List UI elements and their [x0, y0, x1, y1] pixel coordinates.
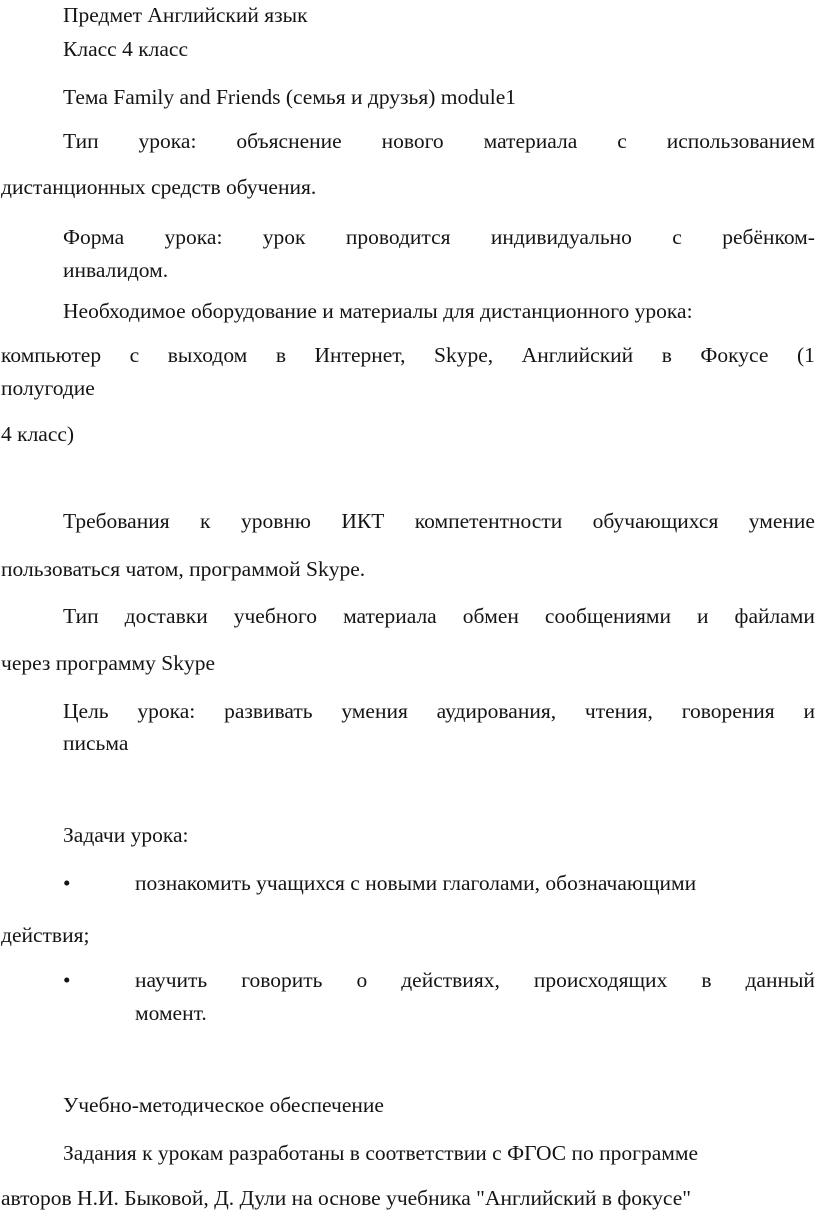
word: данный: [745, 968, 815, 992]
word: выходом: [167, 343, 248, 367]
word: с: [129, 343, 140, 367]
word: с: [617, 129, 627, 153]
word: говорения: [681, 699, 775, 723]
word: доставки: [124, 604, 208, 628]
goal-line-1: [63, 698, 815, 724]
word: говорить: [241, 968, 323, 992]
bullet-icon: •: [63, 871, 71, 895]
word: урока:: [138, 129, 197, 153]
word: аудирования,: [436, 699, 557, 723]
delivery-line-1: [63, 603, 815, 629]
lesson-type-line-1: [63, 128, 815, 154]
word: обмен: [462, 604, 519, 628]
task-1-line-1: познакомить учащихся с новыми глаголами, обозначающими: [135, 871, 697, 895]
task-2-line-2: момент.: [135, 1001, 207, 1025]
word: Фокусе: [700, 343, 769, 367]
ict-requirements-line-1: [63, 508, 815, 534]
word: компьютер: [1, 343, 102, 367]
word: учебного: [233, 604, 318, 628]
word: ИКТ: [341, 509, 385, 533]
word: к: [200, 509, 211, 533]
ict-requirements-line-2: пользоваться чатом, программой Skype.: [1, 557, 366, 581]
lesson-type-line-2: дистанционных средств обучения.: [1, 175, 317, 199]
word: урока:: [137, 699, 196, 723]
tasks-heading: Задачи урока:: [63, 823, 189, 847]
word: чтения,: [584, 699, 653, 723]
word: проводится: [345, 225, 451, 249]
word: научить: [135, 968, 208, 992]
word: Skype,: [434, 343, 494, 367]
word: действиях,: [401, 968, 500, 992]
word: Тип: [63, 604, 99, 628]
methodology-line-2: авторов Н.И. Быковой, Д. Дули на основе учебника "Английский в фокусе": [1, 1186, 692, 1210]
methodology-heading: Учебно-методическое обеспечение: [63, 1093, 384, 1117]
word: и: [697, 604, 709, 628]
word: объяснение: [236, 129, 342, 153]
word: умение: [748, 509, 815, 533]
word: уровню: [240, 509, 311, 533]
word: сообщениями: [544, 604, 671, 628]
subject-line: Предмет Английский язык: [63, 3, 308, 27]
word: и: [803, 699, 815, 723]
bullet-icon: •: [63, 968, 71, 992]
word: с: [672, 225, 682, 249]
equipment-line-2: [1, 342, 815, 368]
word: нового: [381, 129, 444, 153]
word: в: [701, 968, 712, 992]
word: Требования: [63, 509, 170, 533]
word: (1: [796, 343, 815, 367]
word: индивидуально: [490, 225, 632, 249]
word: о: [356, 968, 368, 992]
word: использованием: [666, 129, 815, 153]
word: в: [275, 343, 286, 367]
word: Интернет,: [314, 343, 406, 367]
task-1-line-2: действия;: [1, 923, 90, 947]
grade-line: Класс 4 класс: [63, 37, 189, 61]
word: материала: [343, 604, 437, 628]
word: Форма: [63, 225, 125, 249]
goal-line-2: письма: [63, 731, 129, 755]
word: Цель: [63, 699, 109, 723]
equipment-line-4: 4 класс): [1, 422, 75, 446]
word: происходящих: [533, 968, 668, 992]
task-2-line-1: [135, 967, 815, 993]
lesson-form-line-1: [63, 224, 815, 250]
word: развивать: [224, 699, 313, 723]
word: файлами: [734, 604, 815, 628]
topic-line: Тема Family and Friends (семья и друзья) module1: [63, 85, 517, 109]
word: материала: [483, 129, 578, 153]
lesson-form-line-2: инвалидом.: [63, 258, 169, 282]
methodology-line-1: Задания к урокам разработаны в соответствии с ФГОС по программе: [63, 1141, 698, 1165]
equipment-line-3: полугодие: [1, 376, 95, 400]
word: ребёнком-: [722, 225, 815, 249]
word: в: [661, 343, 672, 367]
word: Английский: [521, 343, 634, 367]
word: Тип: [63, 129, 99, 153]
word: обучающихся: [592, 509, 719, 533]
word: компетентности: [414, 509, 563, 533]
word: умения: [341, 699, 408, 723]
equipment-line-1: Необходимое оборудование и материалы для дистанционного урока:: [63, 299, 693, 323]
word: урок: [262, 225, 306, 249]
word: урока:: [164, 225, 223, 249]
delivery-line-2: через программу Skype: [1, 651, 215, 675]
